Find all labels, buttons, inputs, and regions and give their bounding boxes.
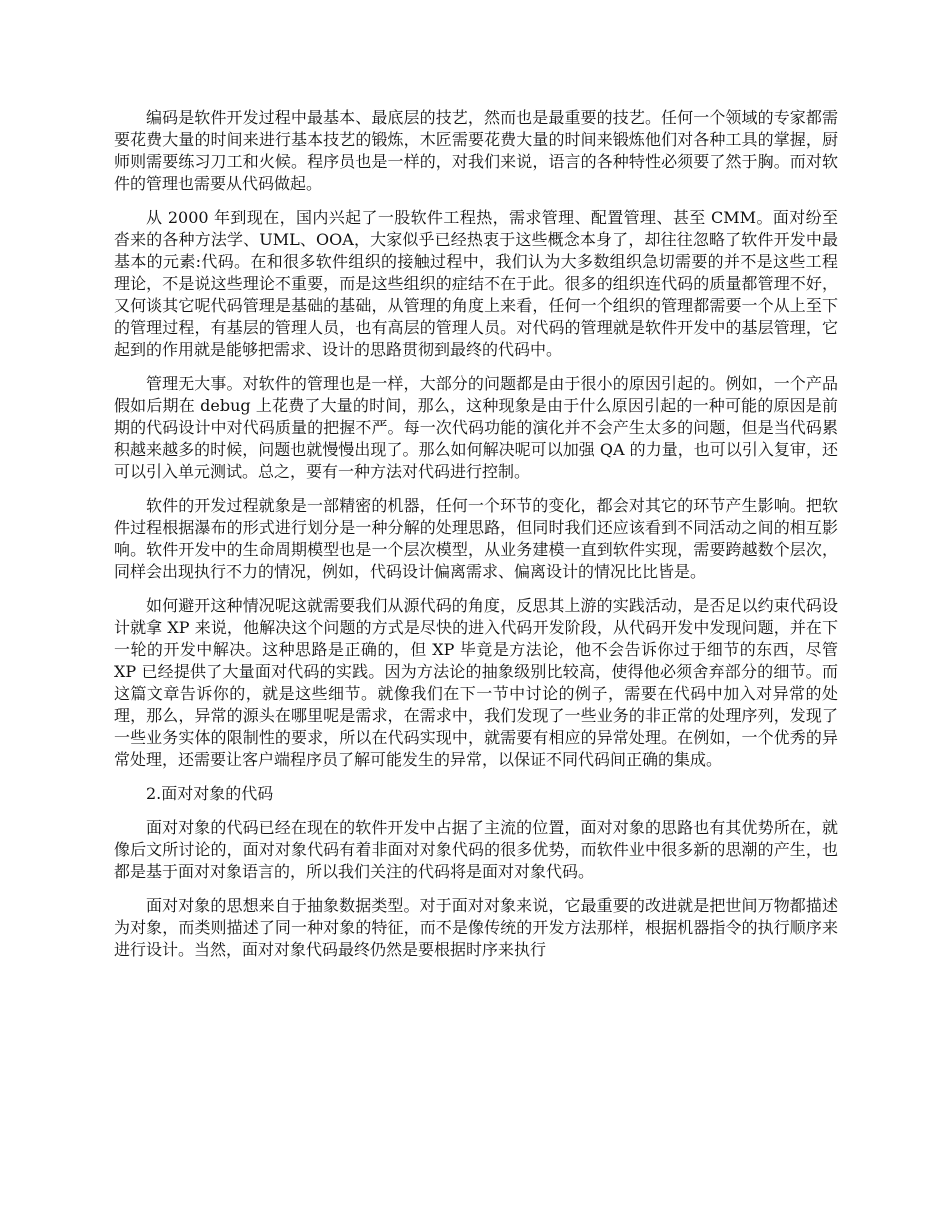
paragraph-software-engineering: 从 2000 年到现在，国内兴起了一股软件工程热，需求管理、配置管理、甚至 CMM。面对纷至沓来的各种方法学、UML、OOA，大家似乎已经热衷于这些概念本身了，却往往忽略了软件开发中最基本的元素:代码。在和很多软件组织的接触过程中，我们认为大多数组织急切需要的并不是这些工程理论，不是说这些理论不重要，而是这些组织的症结不在于此。很多的组织连代码的质量都管理不好，又何谈其它呢代码管理是基础的基础，从管理的角度上来看，任何一个组织的管理都需要一个从上至下的管理过程，有基层的管理人员，也有高层的管理人员。对代码的管理就是软件开发中的基层管理，它起到的作用就是能够把需求、设计的思路贯彻到最终的代码中。 [114, 208, 838, 359]
paragraph-avoid-situation: 如何避开这种情况呢这就需要我们从源代码的角度，反思其上游的实践活动，是否足以约束代码设计就拿 XP 来说，他解决这个问题的方式是尽快的进入代码开发阶段，从代码开发中发现问题，并在下一轮的开发中解决。这种思路是正确的，但 XP 毕竟是方法论，他不会告诉你过于细节的东西，尽管 XP 已经提供了大量面对代码的实践。因为方法论的抽象级别比较高，使得他必须舍弃部分的细节。而这篇文章告诉你的，就是这些细节。就像我们在下一节中讨论的例子，需要在代码中加入对异常的处理，那么，异常的源头在哪里呢是需求，在需求中，我们发现了一些业务的非正常的处理序列，发现了一些业务实体的限制性的要求，所以在代码实现中，就需要有相应的异常处理。在例如，一个优秀的异常处理，还需要让客户端程序员了解可能发生的异常，以保证不同代码间正确的集成。 [114, 596, 838, 769]
paragraph-coding-intro: 编码是软件开发过程中最基本、最底层的技艺，然而也是最重要的技艺。任何一个领域的专家都需要花费大量的时间来进行基本技艺的锻炼，木匠需要花费大量的时间来锻炼他们对各种工具的掌握，厨师则需要练习刀工和火候。程序员也是一样的，对我们来说，语言的各种特性必须要了然于胸。而对软件的管理也需要从代码做起。 [114, 108, 838, 193]
paragraph-development-process: 软件的开发过程就象是一部精密的机器，任何一个环节的变化，都会对其它的环节产生影响。把软件过程根据瀑布的形式进行划分是一种分解的处理思路，但同时我们还应该看到不同活动之间的相互影响。软件开发中的生命周期模型也是一个层次模型，从业务建模一直到软件实现，需要跨越数个层次，同样会出现执行不力的情况，例如，代码设计偏离需求、偏离设计的情况比比皆是。 [114, 496, 838, 581]
paragraph-management: 管理无大事。对软件的管理也是一样，大部分的问题都是由于很小的原因引起的。例如，一个产品假如后期在 debug 上花费了大量的时间，那么，这种现象是由于什么原因引起的一种可能的原因是前期的代码设计中对代码质量的把握不严。每一次代码功能的演化并不会产生太多的问题，但是当代码累积越来越多的时候，问题也就慢慢出现了。那么如何解决呢可以加强 QA 的力量，也可以引入复审，还可以引入单元测试。总之，要有一种方法对代码进行控制。 [114, 374, 838, 481]
section-heading: 2.面对对象的代码 [146, 784, 274, 803]
document-page [114, 107, 838, 973]
paragraph-oo-thinking: 面对对象的思想来自于抽象数据类型。对于面对对象来说，它最重要的改进就是把世间万物都描述为对象，而类则描述了同一种对象的特征，而不是像传统的开发方法那样，根据机器指令的执行顺序来进行设计。当然，面对对象代码最终仍然是要根据时序来执行 [114, 896, 838, 959]
paragraph-oo-code: 面对对象的代码已经在现在的软件开发中占据了主流的位置，面对对象的思路也有其优势所在，就像后文所讨论的，面对对象代码有着非面对对象代码的很多优势，而软件业中很多新的思潮的产生，也都是基于面对对象语言的，所以我们关注的代码将是面对对象代码。 [114, 818, 838, 881]
